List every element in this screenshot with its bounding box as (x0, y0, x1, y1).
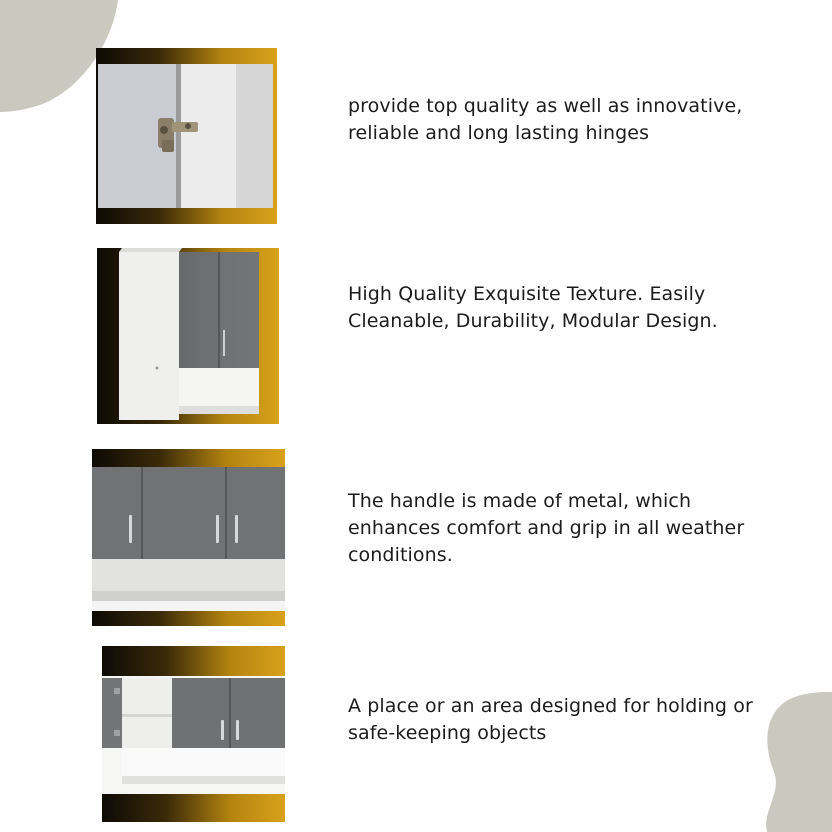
feature-image-hinge (96, 48, 277, 224)
feature-caption-texture: High Quality Exquisite Texture. Easily Cleanable, Durability, Modular Design. (348, 283, 718, 332)
feature-image-open-cabinet (102, 646, 285, 822)
feature-image-handles (92, 449, 285, 626)
feature-image-wall-cabinet (97, 248, 279, 424)
feature-caption-storage: A place or an area designed for holding or safe-keeping objects (348, 695, 753, 744)
feature-caption-hinges: provide top quality as well as innovative, reliable and long lasting hinges (348, 95, 743, 144)
feature-caption-handles: The handle is made of metal, which enhances comfort and grip in all weather conditions. (348, 490, 745, 566)
